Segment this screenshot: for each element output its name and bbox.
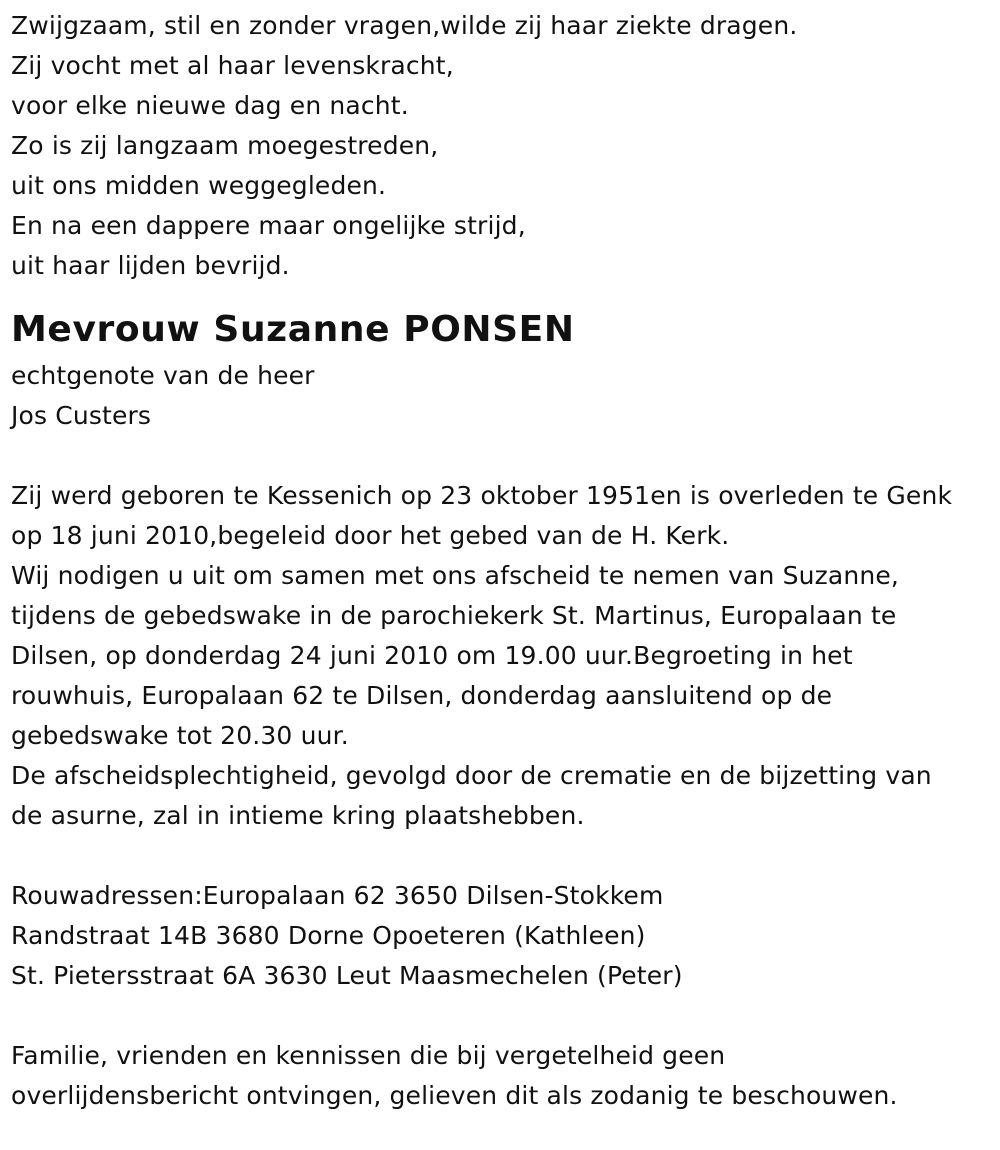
poem-line: voor elke nieuwe dag en nacht. [11, 91, 409, 120]
address-line: Rouwadressen:Europalaan 62 3650 Dilsen-Stokkem [11, 881, 664, 910]
details [11, 476, 996, 836]
closing-line: overlijdensbericht ontvingen, gelieven dit als zodanig te beschouwen. [11, 1081, 898, 1110]
relation [11, 356, 996, 436]
poem-line: En na een dappere maar ongelijke strijd, [11, 211, 526, 240]
spacer [11, 996, 996, 1036]
mourning-addresses [11, 876, 996, 996]
details-line: de asurne, zal in intieme kring plaatshebben. [11, 801, 585, 830]
details-line: rouwhuis, Europalaan 62 te Dilsen, donderdag aansluitend op de [11, 681, 833, 710]
closing-line: Familie, vrienden en kennissen die bij vergetelheid geen [11, 1041, 726, 1070]
details-line: Dilsen, op donderdag 24 juni 2010 om 19.00 uur.Begroeting in het [11, 641, 853, 670]
poem-line: Zij vocht met al haar levenskracht, [11, 51, 454, 80]
relation-line: echtgenote van de heer [11, 361, 315, 390]
address-line: Randstraat 14B 3680 Dorne Opoeteren (Kathleen) [11, 921, 646, 950]
details-line: Wij nodigen u uit om samen met ons afscheid te nemen van Suzanne, [11, 561, 899, 590]
poem-line: Zwijgzaam, stil en zonder vragen,wilde zij haar ziekte dragen. [11, 11, 798, 40]
poem [11, 6, 996, 286]
details-line: tijdens de gebedswake in de parochiekerk St. Martinus, Europalaan te [11, 601, 897, 630]
poem-line: uit haar lijden bevrijd. [11, 251, 290, 280]
spacer [11, 286, 996, 308]
spouse-name: Jos Custers [11, 401, 152, 430]
closing-note [11, 1036, 996, 1116]
details-line: gebedswake tot 20.30 uur. [11, 721, 349, 750]
spacer [11, 836, 996, 876]
poem-line: Zo is zij langzaam moegestreden, [11, 131, 439, 160]
poem-line: uit ons midden weggegleden. [11, 171, 387, 200]
spacer [11, 436, 996, 476]
details-line: op 18 juni 2010,begeleid door het gebed van de H. Kerk. [11, 521, 730, 550]
details-line: Zij werd geboren te Kessenich op 23 oktober 1951en is overleden te Genk [11, 481, 953, 510]
address-line: St. Pietersstraat 6A 3630 Leut Maasmechelen (Peter) [11, 961, 683, 990]
obituary-notice [11, 6, 996, 1116]
deceased-name: Mevrouw Suzanne PONSEN [11, 309, 575, 350]
details-line: De afscheidsplechtigheid, gevolgd door de crematie en de bijzetting van [11, 761, 932, 790]
